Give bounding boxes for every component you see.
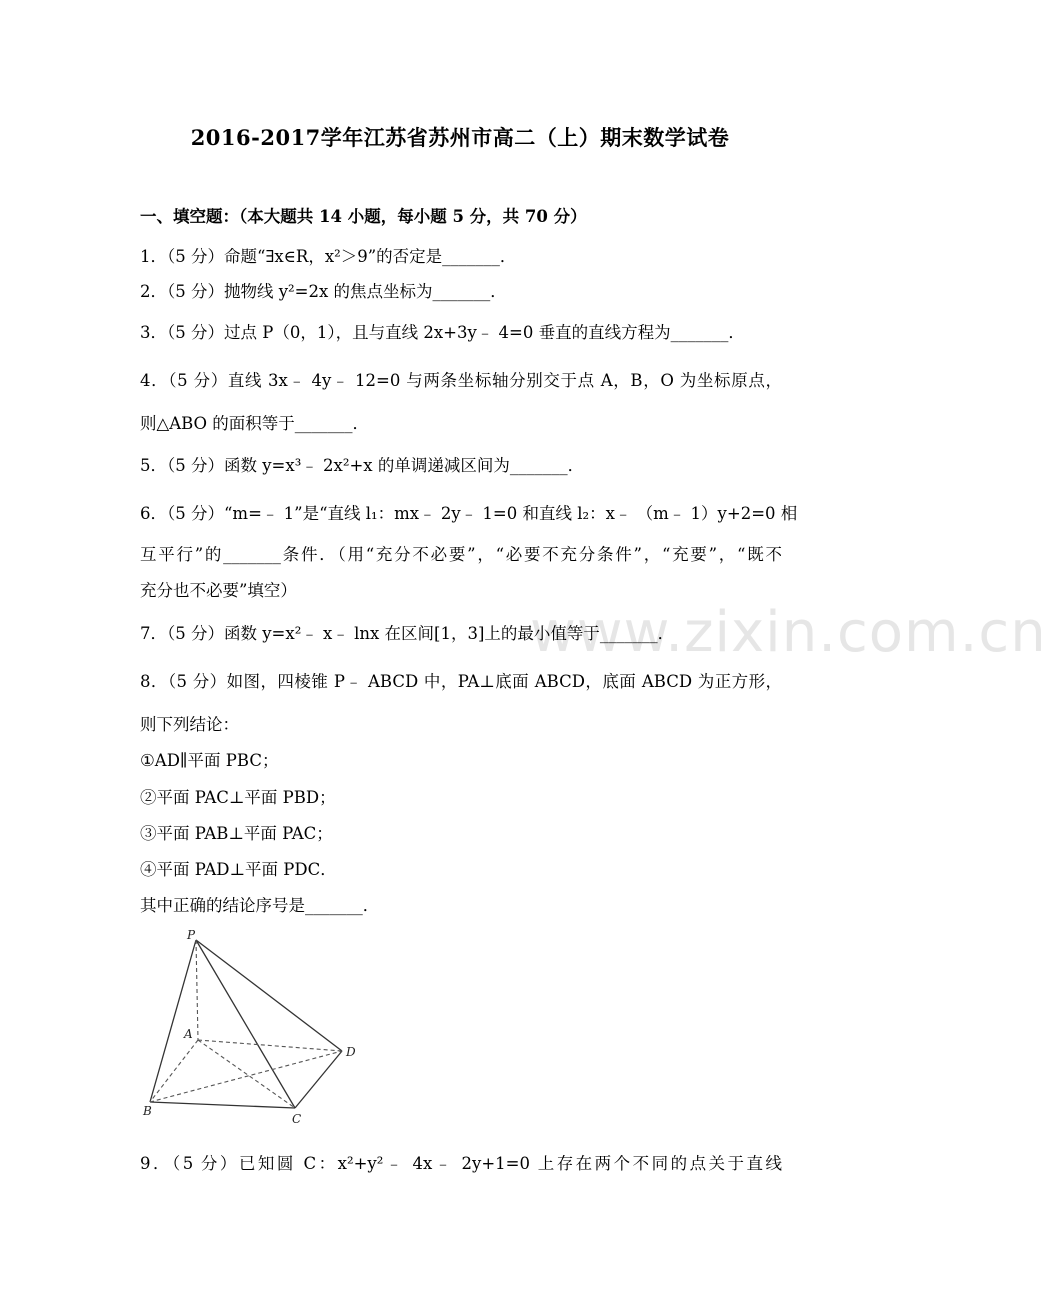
- pyramid-figure: [140, 928, 370, 1128]
- question-5: 5．（5 分）函数 y=x³﹣ 2x²+x 的单调递减区间为_______．: [140, 456, 585, 475]
- question-8-option-3: ③平面 PAB⊥平面 PAC；: [140, 824, 333, 843]
- diagonal-bd-hidden: [150, 1051, 342, 1102]
- question-6-line-3: 充分也不必要”填空）: [140, 581, 297, 600]
- edge-cd: [295, 1051, 342, 1108]
- edge-bc: [150, 1102, 295, 1108]
- label-c: C: [292, 1112, 302, 1126]
- page-title: 2016-2017学年江苏省苏州市高二（上）期末数学试卷: [190, 125, 730, 150]
- question-7: 7．（5 分）函数 y=x²﹣ x﹣ lnx 在区间[1，3]上的最小值等于_______．: [140, 624, 675, 643]
- question-8-line-2: 则下列结论：: [140, 715, 239, 734]
- edge-pd: [196, 940, 342, 1051]
- question-4-line-2: 则△ABO 的面积等于_______．: [140, 414, 370, 433]
- label-b: B: [143, 1104, 152, 1118]
- edge-pa-hidden: [196, 940, 198, 1040]
- question-8-option-4: ④平面 PAD⊥平面 PDC．: [140, 860, 337, 879]
- question-6-line-2: 互平行”的_______条件．（用“充分不必要”，“必要不充分条件”，“充要”，“既不: [140, 545, 782, 564]
- question-2: 2．（5 分）抛物线 y²=2x 的焦点坐标为_______．: [140, 282, 507, 301]
- diagonal-ac-hidden: [198, 1040, 295, 1108]
- question-8-option-1: ①AD∥平面 PBC；: [140, 751, 279, 770]
- question-1: 1．（5 分）命题“∃x∈R，x²＞9”的否定是_______．: [140, 247, 517, 266]
- question-8-line-1: 8．（5 分）如图，四棱锥 P﹣ ABCD 中，PA⊥底面 ABCD，底面 ABCD 为正方形，: [140, 672, 782, 691]
- question-4-line-1: 4．（5 分）直线 3x﹣ 4y﹣ 12=0 与两条坐标轴分别交于点 A，B，O 为坐标原点，: [140, 371, 782, 390]
- question-6-line-1: 6．（5 分）“m=﹣ 1”是“直线 l₁：mx﹣ 2y﹣ 1=0 和直线 l₂：x﹣ （m﹣ 1）y+2=0 相: [140, 504, 798, 523]
- question-3: 3．（5 分）过点 P（0，1），且与直线 2x+3y﹣ 4=0 垂直的直线方程为_______．: [140, 323, 745, 342]
- question-9-line-1: 9．（5 分）已知圆 C：x²+y²﹣ 4x﹣ 2y+1=0 上存在两个不同的点关于直线: [140, 1154, 782, 1173]
- label-a: A: [184, 1027, 193, 1041]
- section-heading: 一、填空题：（本大题共 14 小题，每小题 5 分，共 70 分）: [140, 207, 587, 226]
- edge-ab-hidden: [150, 1040, 198, 1102]
- edge-pb: [150, 940, 196, 1102]
- watermark: www.zixin.com.cn: [530, 600, 1047, 665]
- question-8-prompt: 其中正确的结论序号是_______．: [140, 896, 380, 915]
- label-p: P: [187, 928, 196, 942]
- question-8-option-2: ②平面 PAC⊥平面 PBD；: [140, 788, 336, 807]
- edge-ad-hidden: [198, 1040, 342, 1051]
- label-d: D: [346, 1045, 356, 1059]
- edge-pc: [196, 940, 295, 1108]
